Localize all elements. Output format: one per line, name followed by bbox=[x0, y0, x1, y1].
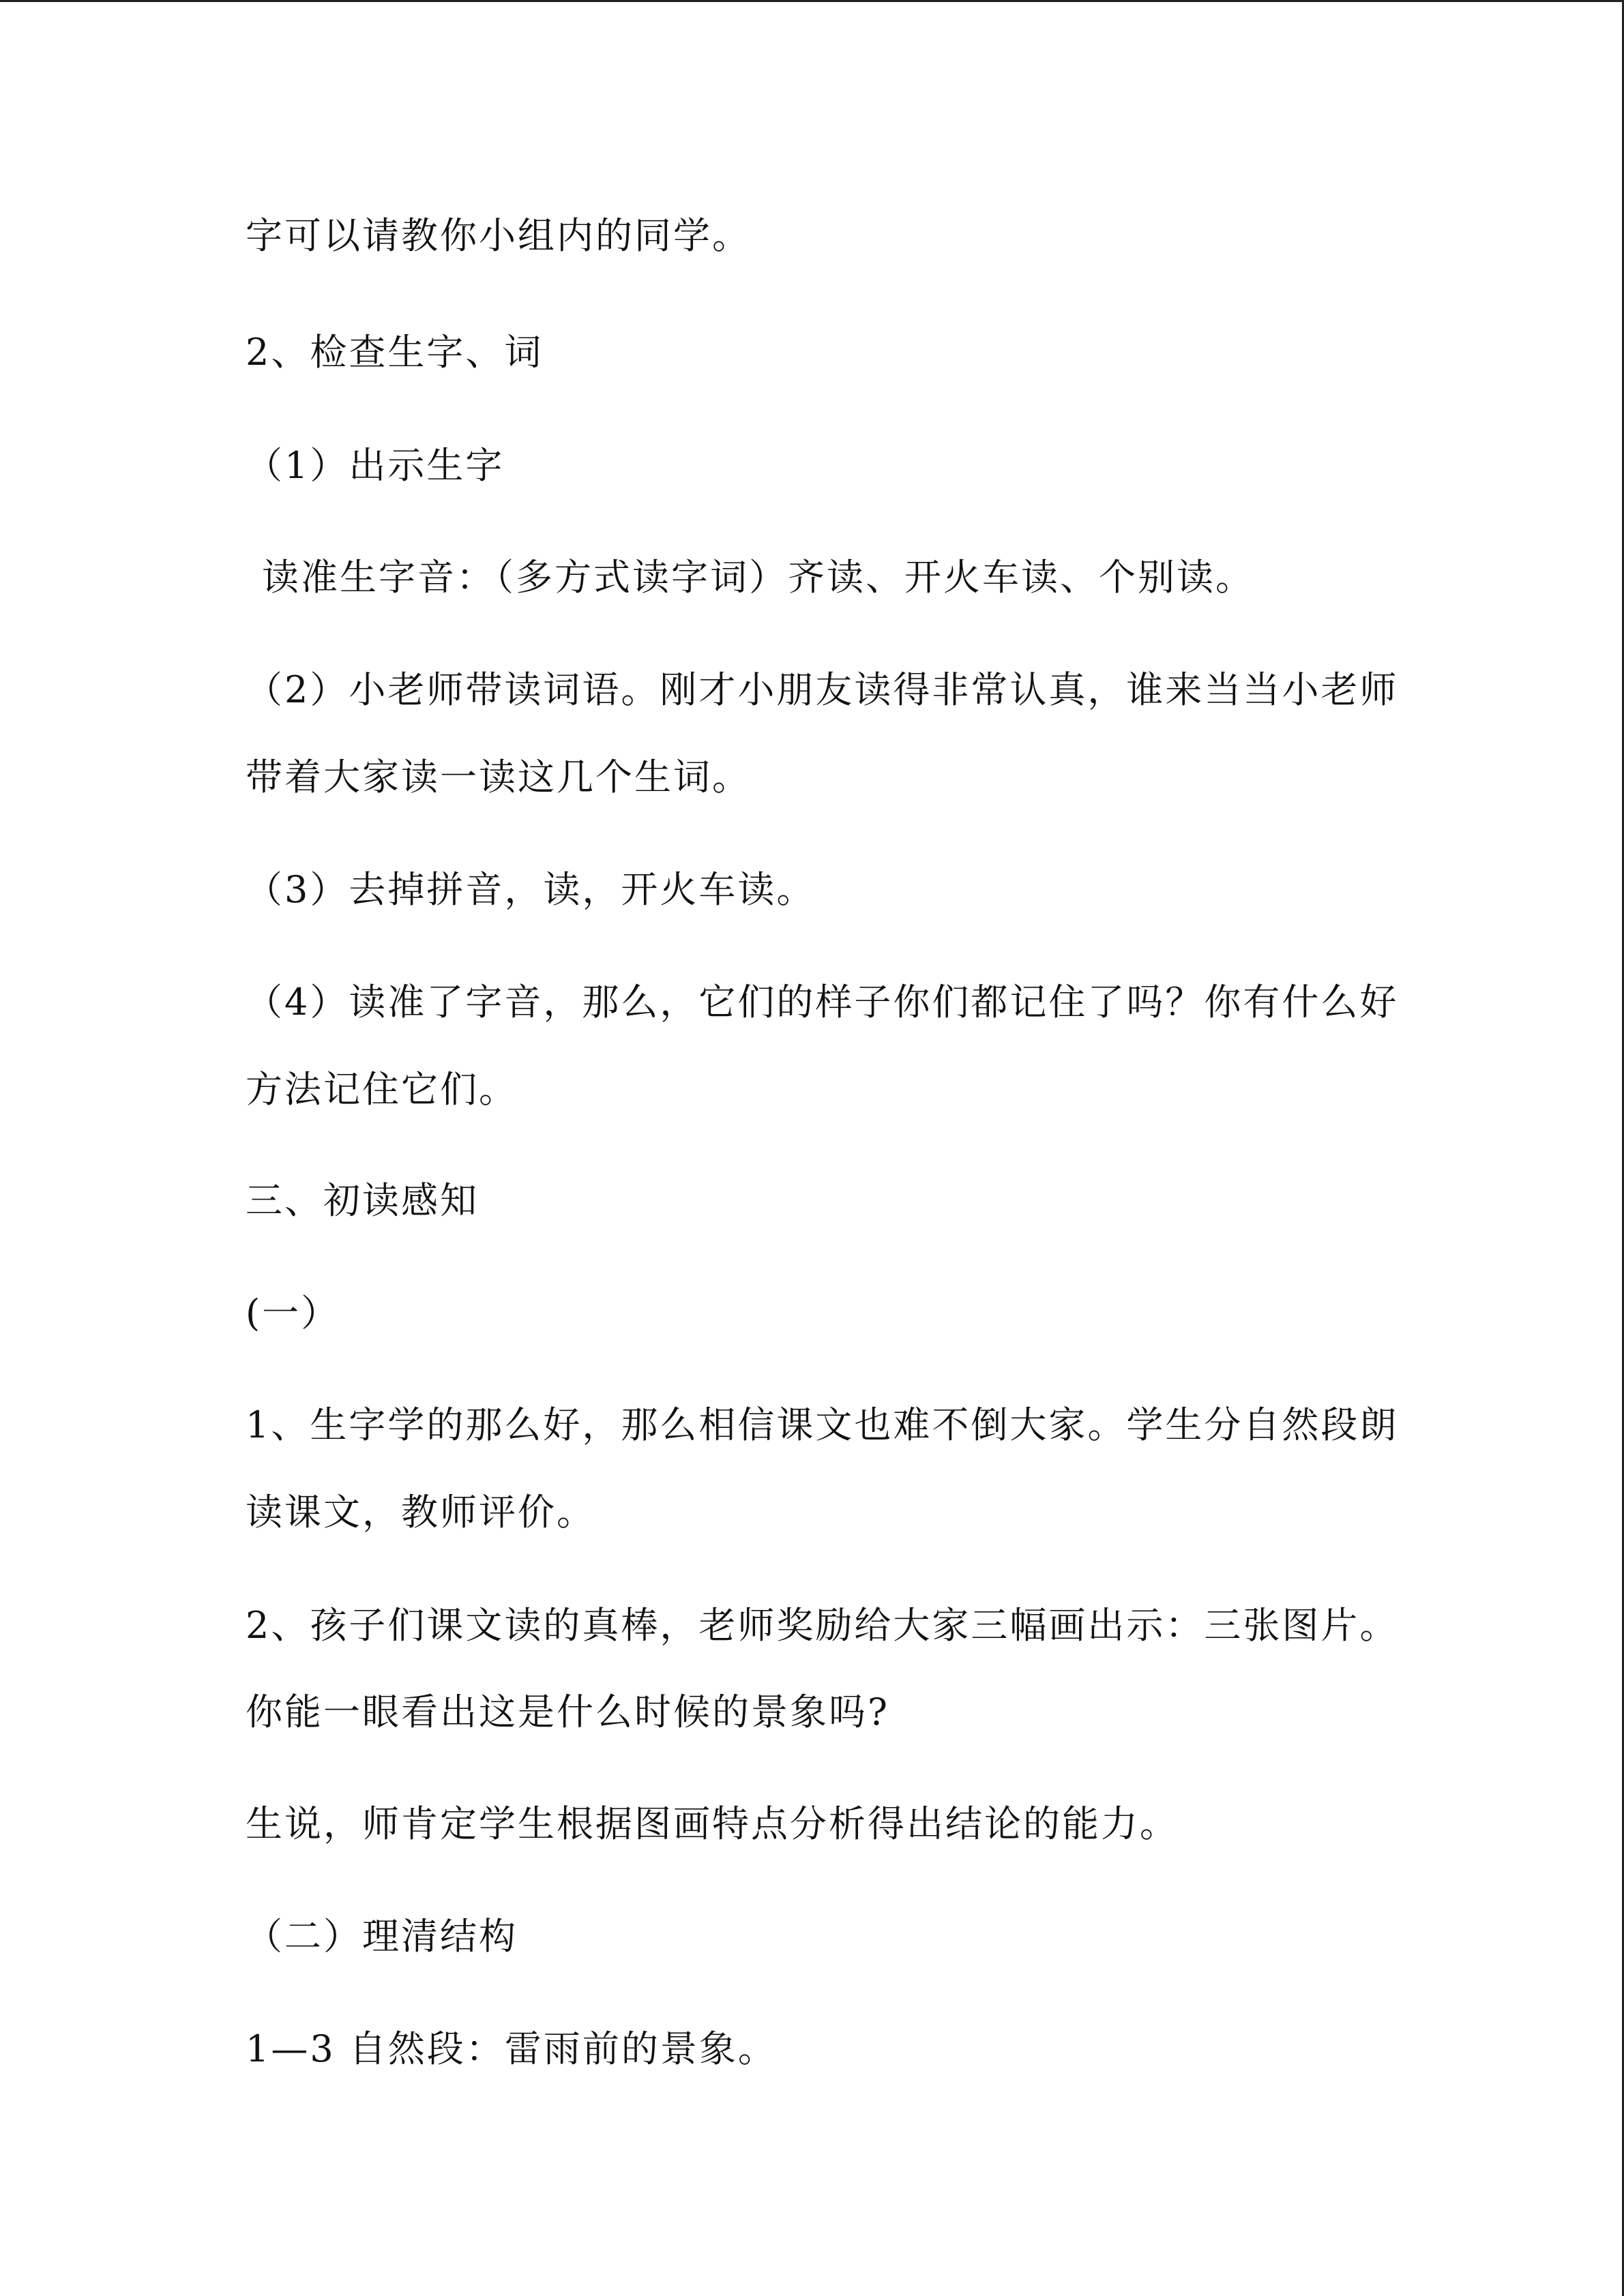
text-line-3: （1）出示生字 bbox=[246, 444, 505, 487]
text-line-14: 2、孩子们课文读的真棒，老师奖励给大家三幅画出示：三张图片。 bbox=[246, 1604, 1399, 1647]
text-line-8: （4）读准了字音，那么，它们的样子你们都记住了吗？你有什么好 bbox=[246, 981, 1399, 1024]
text-line-1: 字可以请教你小组内的同学。 bbox=[246, 214, 751, 257]
text-line-7: （3）去掉拼音，读，开火车读。 bbox=[246, 868, 816, 911]
text-line-12: 1、生字学的那么好，那么相信课文也难不倒大家。学生分自然段朗 bbox=[246, 1403, 1399, 1446]
text-line-5: （2）小老师带读词语。刚才小朋友读得非常认真，谁来当当小老师 bbox=[246, 668, 1399, 711]
text-line-17: （二）理清结构 bbox=[246, 1915, 518, 1958]
text-line-2: 2、检查生字、词 bbox=[246, 331, 544, 374]
text-line-15: 你能一眼看出这是什么时候的景象吗? bbox=[246, 1690, 889, 1733]
text-line-16: 生说，师肯定学生根据图画特点分析得出结论的能力。 bbox=[246, 1802, 1179, 1845]
text-line-11: (一） bbox=[246, 1292, 340, 1335]
text-line-6: 带着大家读一读这几个生词。 bbox=[246, 756, 751, 799]
text-line-10: 三、初读感知 bbox=[246, 1179, 479, 1222]
text-line-13: 读课文，教师评价。 bbox=[246, 1491, 595, 1534]
text-line-9: 方法记住它们。 bbox=[246, 1068, 518, 1111]
text-line-18: 1—3 自然段：雷雨前的景象。 bbox=[246, 2027, 777, 2070]
text-line-4: 读准生字音：（多方式读字词）齐读、开火车读、个别读。 bbox=[262, 556, 1254, 599]
